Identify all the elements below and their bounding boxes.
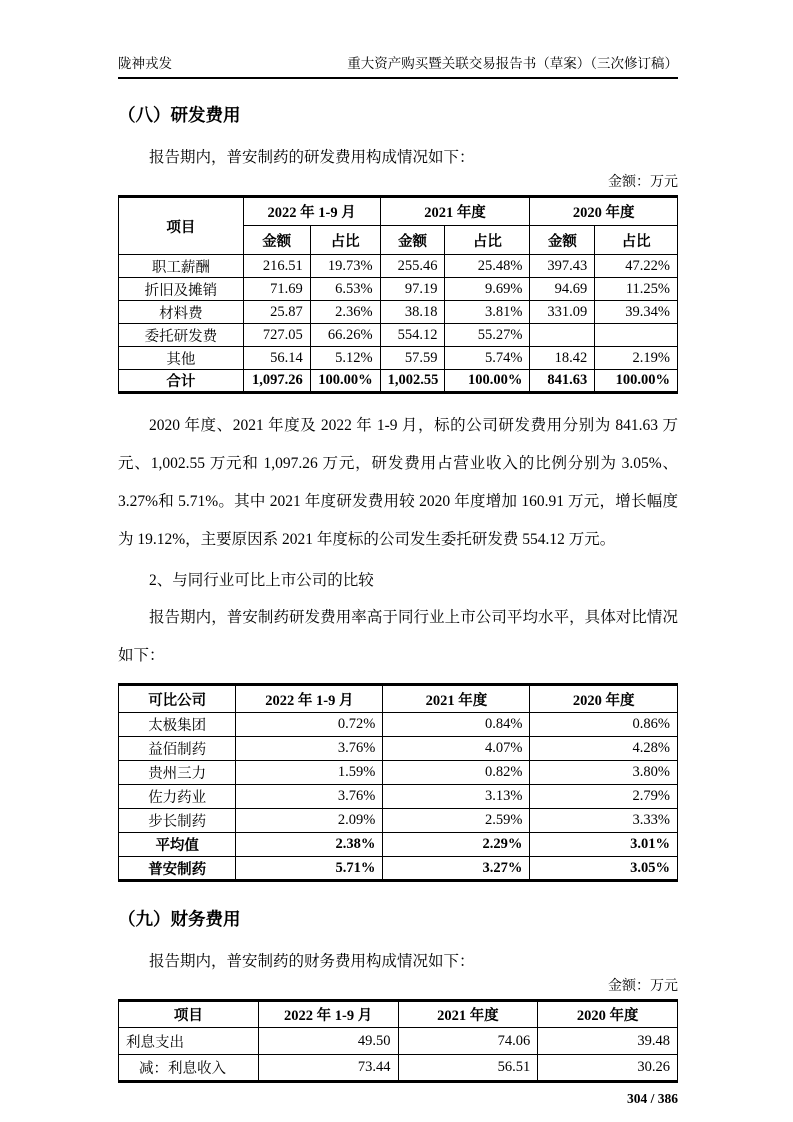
- value-cell: 66.26%: [310, 324, 380, 347]
- value-cell: 3.76%: [236, 785, 383, 809]
- value-cell: 397.43: [530, 255, 595, 278]
- value-cell: 3.80%: [530, 761, 678, 785]
- value-cell: 1.59%: [236, 761, 383, 785]
- row-label: 合计: [119, 370, 244, 393]
- value-cell: 0.82%: [383, 761, 530, 785]
- value-cell: 5.74%: [445, 347, 530, 370]
- column-header: 2021 年度: [383, 685, 530, 713]
- unit-note-fin: 金额：万元: [608, 979, 678, 994]
- value-cell: 57.59: [380, 347, 445, 370]
- section-9-title: （九）财务费用: [118, 909, 241, 929]
- value-cell: 38.18: [380, 301, 445, 324]
- row-label: 贵州三力: [119, 761, 236, 785]
- table-row: [119, 1055, 678, 1082]
- value-cell: 74.06: [398, 1028, 538, 1055]
- value-cell: 100.00%: [595, 370, 678, 393]
- row-label: 平均值: [119, 833, 236, 857]
- row-label: 步长制药: [119, 809, 236, 833]
- value-cell: 2.79%: [530, 785, 678, 809]
- row-label: 其他: [119, 347, 244, 370]
- rd-analysis-paragraph: 2020 年度、2021 年度及 2022 年 1-9 月，标的公司研发费用分别为 841.63 万元、1,002.55 万元和 1,097.26 万元，研发费用占营业收入的比例分别为 3.05%、3.27%和 5.71%。其中 2021 年度研发费用较 2020 年度增加 160.91 万元，增长幅度为 19.12%，主要原因系 2021 年度标的公司发生委托研发费 554.12 万元。: [118, 417, 678, 548]
- column-subheader: 金额: [530, 226, 595, 255]
- section-8-title: （八）研发费用: [118, 105, 241, 125]
- header-row: [119, 197, 678, 226]
- column-header-item: 项目: [119, 197, 244, 255]
- column-header-period: 2021 年度: [380, 197, 530, 226]
- value-cell: 5.12%: [310, 347, 380, 370]
- row-label: 委托研发费: [119, 324, 244, 347]
- value-cell: 255.46: [380, 255, 445, 278]
- value-cell: 39.48: [538, 1028, 678, 1055]
- column-header: 2022 年 1-9 月: [258, 1001, 398, 1028]
- comparison-subheading: 2、与同行业可比上市公司的比较: [149, 572, 374, 589]
- table-row: [119, 833, 678, 857]
- header-company-name: 陇神戎发: [118, 56, 172, 71]
- value-cell: 4.07%: [383, 737, 530, 761]
- row-label: 利息支出: [119, 1028, 259, 1055]
- value-cell: 56.51: [398, 1055, 538, 1082]
- column-header: 可比公司: [119, 685, 236, 713]
- finance-expense-table: [118, 999, 678, 1083]
- value-cell: 6.53%: [310, 278, 380, 301]
- header-row: [119, 685, 678, 713]
- page-number: 304 / 386: [626, 1091, 678, 1106]
- row-label: 职工薪酬: [119, 255, 244, 278]
- column-header: 2020 年度: [538, 1001, 678, 1028]
- value-cell: 841.63: [530, 370, 595, 393]
- value-cell: 49.50: [258, 1028, 398, 1055]
- value-cell: 1,002.55: [380, 370, 445, 393]
- value-cell: 3.76%: [236, 737, 383, 761]
- value-cell: 100.00%: [445, 370, 530, 393]
- value-cell: 3.33%: [530, 809, 678, 833]
- table-row: [119, 785, 678, 809]
- value-cell: 11.25%: [595, 278, 678, 301]
- value-cell: 2.29%: [383, 833, 530, 857]
- value-cell: 30.26: [538, 1055, 678, 1082]
- value-cell: 5.71%: [236, 857, 383, 881]
- fin-intro-text: 报告期内，普安制药的财务费用构成情况如下：: [149, 953, 475, 970]
- table-row: [119, 713, 678, 737]
- value-cell: 0.86%: [530, 713, 678, 737]
- column-header: 项目: [119, 1001, 259, 1028]
- row-label: 减：利息收入: [119, 1055, 259, 1082]
- table-row: [119, 857, 678, 881]
- comparison-intro-text: 报告期内，普安制药研发费用率高于同行业上市公司平均水平，具体对比情况如下：: [118, 609, 678, 664]
- value-cell: 3.13%: [383, 785, 530, 809]
- value-cell: 2.36%: [310, 301, 380, 324]
- value-cell: 3.27%: [383, 857, 530, 881]
- column-header-period: 2020 年度: [530, 197, 678, 226]
- unit-note-rd: 金额：万元: [608, 175, 678, 190]
- value-cell: 25.87: [243, 301, 310, 324]
- page-header: [118, 52, 678, 79]
- value-cell: 94.69: [530, 278, 595, 301]
- table-row: [119, 301, 678, 324]
- value-cell: 39.34%: [595, 301, 678, 324]
- value-cell: 2.38%: [236, 833, 383, 857]
- value-cell: 25.48%: [445, 255, 530, 278]
- header-report-title: 重大资产购买暨关联交易报告书（草案）（三次修订稿）: [347, 56, 678, 71]
- value-cell: 55.27%: [445, 324, 530, 347]
- value-cell: 3.01%: [530, 833, 678, 857]
- table-row: [119, 737, 678, 761]
- table-row: [119, 324, 678, 347]
- value-cell: 19.73%: [310, 255, 380, 278]
- table-row: [119, 1028, 678, 1055]
- row-label: 佐力药业: [119, 785, 236, 809]
- value-cell: 3.05%: [530, 857, 678, 881]
- row-label: 太极集团: [119, 713, 236, 737]
- rd-intro-text: 报告期内，普安制药的研发费用构成情况如下：: [149, 149, 475, 166]
- value-cell: 97.19: [380, 278, 445, 301]
- value-cell: 9.69%: [445, 278, 530, 301]
- header-row: [119, 1001, 678, 1028]
- table-row: [119, 347, 678, 370]
- table-row: [119, 278, 678, 301]
- column-subheader: 占比: [595, 226, 678, 255]
- value-cell: 2.59%: [383, 809, 530, 833]
- value-cell: 216.51: [243, 255, 310, 278]
- column-header-period: 2022 年 1-9 月: [243, 197, 380, 226]
- value-cell: 71.69: [243, 278, 310, 301]
- column-header: 2022 年 1-9 月: [236, 685, 383, 713]
- table-row: [119, 370, 678, 393]
- value-cell: 331.09: [530, 301, 595, 324]
- value-cell: 4.28%: [530, 737, 678, 761]
- rd-expense-table: [118, 195, 678, 394]
- value-cell: 3.81%: [445, 301, 530, 324]
- value-cell: 73.44: [258, 1055, 398, 1082]
- row-label: 益佰制药: [119, 737, 236, 761]
- row-label: 折旧及摊销: [119, 278, 244, 301]
- value-cell: 2.19%: [595, 347, 678, 370]
- table-row: [119, 809, 678, 833]
- peer-comparison-table: [118, 683, 678, 882]
- value-cell: 727.05: [243, 324, 310, 347]
- value-cell: 0.84%: [383, 713, 530, 737]
- value-cell: 0.72%: [236, 713, 383, 737]
- column-subheader: 金额: [243, 226, 310, 255]
- value-cell: 2.09%: [236, 809, 383, 833]
- value-cell: 1,097.26: [243, 370, 310, 393]
- table-row: [119, 761, 678, 785]
- value-cell: 554.12: [380, 324, 445, 347]
- column-subheader: 占比: [445, 226, 530, 255]
- value-cell: 47.22%: [595, 255, 678, 278]
- value-cell: [595, 324, 678, 347]
- column-subheader: 占比: [310, 226, 380, 255]
- column-subheader: 金额: [380, 226, 445, 255]
- row-label: 材料费: [119, 301, 244, 324]
- row-label: 普安制药: [119, 857, 236, 881]
- value-cell: 18.42: [530, 347, 595, 370]
- table-row: [119, 255, 678, 278]
- value-cell: 56.14: [243, 347, 310, 370]
- column-header: 2021 年度: [398, 1001, 538, 1028]
- value-cell: [530, 324, 595, 347]
- column-header: 2020 年度: [530, 685, 678, 713]
- value-cell: 100.00%: [310, 370, 380, 393]
